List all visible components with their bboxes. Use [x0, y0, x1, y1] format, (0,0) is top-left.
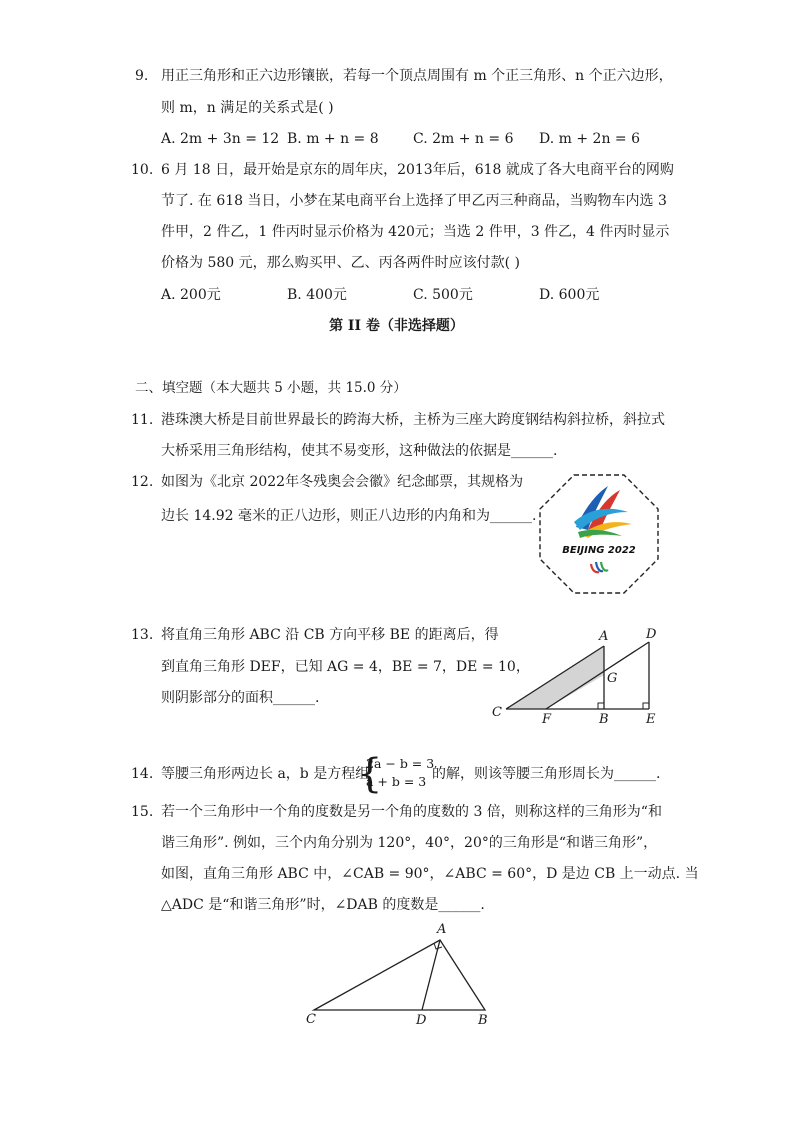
q10-number: 10.	[131, 162, 154, 178]
q14-equation-1: 2a − b = 3	[366, 756, 435, 771]
q12-text-line1: 如图为《北京 2022年冬残奥会会徽》纪念邮票，其规格为	[161, 474, 524, 490]
label-g: G	[607, 671, 618, 686]
triangle-abc	[314, 940, 485, 1010]
q10-text-line3: 件甲，2 件乙，1 件丙时显示价格为 420元；当选 2 件甲，3 件乙，4 件丙时显示	[161, 224, 670, 240]
label-d: D	[416, 1013, 427, 1028]
paralympic-emblem-logo	[574, 486, 632, 538]
q12-number: 12.	[131, 474, 154, 490]
right-triangle-abc-figure	[300, 920, 500, 1030]
agitos-symbol	[591, 562, 608, 572]
q9-option-c: C. 2m + n = 6	[413, 131, 514, 147]
q10-option-a: A. 200元	[161, 287, 221, 303]
q15-text-line1: 若一个三角形中一个角的度数是另一个角的度数的 3 倍，则称这样的三角形为“和	[161, 804, 662, 820]
q10-option-b: B. 400元	[287, 287, 347, 303]
q11-text-line1: 港珠澳大桥是目前世界最长的跨海大桥，主桥为三座大跨度钢结构斜拉桥，斜拉式	[161, 412, 665, 428]
q9-number: 9.	[135, 68, 149, 84]
q15-number: 15.	[131, 804, 154, 820]
label-a: A	[437, 922, 447, 937]
q13-number: 13.	[131, 627, 154, 643]
q15-text-line3: 如图，直角三角形 ABC 中，∠CAB = 90°，∠ABC = 60°，D 是边 CB 上一动点. 当	[161, 866, 699, 882]
q15-text-line4: △ADC 是“和谐三角形”时，∠DAB 的度数是______.	[161, 897, 485, 913]
q9-option-a: A. 2m + 3n = 12	[161, 131, 280, 147]
q9-text-line1: 用正三角形和正六边形镶嵌，若每一个顶点周围有 m 个正三角形、n 个正六边形，	[161, 68, 673, 84]
q10-text-line2: 节了. 在 618 当日，小梦在某电商平台上选择了甲乙丙三种商品，当购物车内选 3	[161, 193, 667, 209]
label-a: A	[599, 629, 609, 644]
label-c: C	[306, 1012, 316, 1027]
translated-triangles-figure	[486, 624, 666, 728]
label-c: C	[492, 705, 502, 720]
q9-option-b: B. m + n = 8	[287, 131, 379, 147]
q10-option-d: D. 600元	[539, 287, 600, 303]
segment-ad	[422, 940, 440, 1010]
q14-text-pre: 等腰三角形两边长 a，b 是方程组	[161, 766, 370, 782]
q11-number: 11.	[131, 412, 154, 428]
q14-brace-icon: {	[357, 751, 383, 797]
q13-text-line2: 到直角三角形 DEF，已知 AG = 4，BE = 7，DE = 10，	[161, 659, 530, 675]
q14-text-post: 的解，则该等腰三角形周长为______.	[432, 766, 661, 782]
right-angle-mark-e	[643, 703, 649, 709]
q15-text-line2: 谐三角形”. 例如，三个内角分别为 120°，40°，20°的三角形是“和谐三角形”，	[161, 835, 658, 851]
label-f: F	[542, 712, 552, 727]
section2-heading: 二、填空题（本大题共 5 小题，共 15.0 分）	[135, 380, 407, 396]
q12-text-line2: 边长 14.92 毫米的正八边形，则正八边形的内角和为______.	[161, 508, 537, 524]
part2-title: 第 II 卷（非选择题）	[329, 318, 464, 334]
q13-text-line3: 则阴影部分的面积______.	[161, 690, 320, 706]
q10-option-c: C. 500元	[413, 287, 473, 303]
label-b: B	[478, 1013, 488, 1028]
label-e: E	[646, 712, 656, 727]
label-d: D	[646, 627, 657, 642]
q9-text-line2: 则 m，n 满足的关系式是( )	[161, 100, 334, 116]
label-b: B	[599, 712, 609, 727]
q13-text-line1: 将直角三角形 ABC 沿 CB 方向平移 BE 的距离后，得	[161, 627, 499, 643]
q11-text-line2: 大桥采用三角形结构，使其不易变形，这种做法的依据是______.	[161, 443, 558, 459]
q9-option-d: D. m + 2n = 6	[539, 131, 640, 147]
q10-text-line1: 6 月 18 日，最开始是京东的周年庆，2013年后，618 就成了各大电商平台的网购	[161, 162, 674, 178]
q10-text-line4: 价格为 580 元，那么购买甲、乙、丙各两件时应该付款( )	[161, 255, 520, 271]
q14-equation-2: a + b = 3	[366, 774, 427, 789]
beijing-2022-stamp-figure	[536, 472, 662, 596]
right-angle-mark-b	[598, 703, 604, 709]
q14-number: 14.	[131, 766, 154, 782]
stamp-logo-text: BEIJING 2022	[562, 545, 636, 556]
